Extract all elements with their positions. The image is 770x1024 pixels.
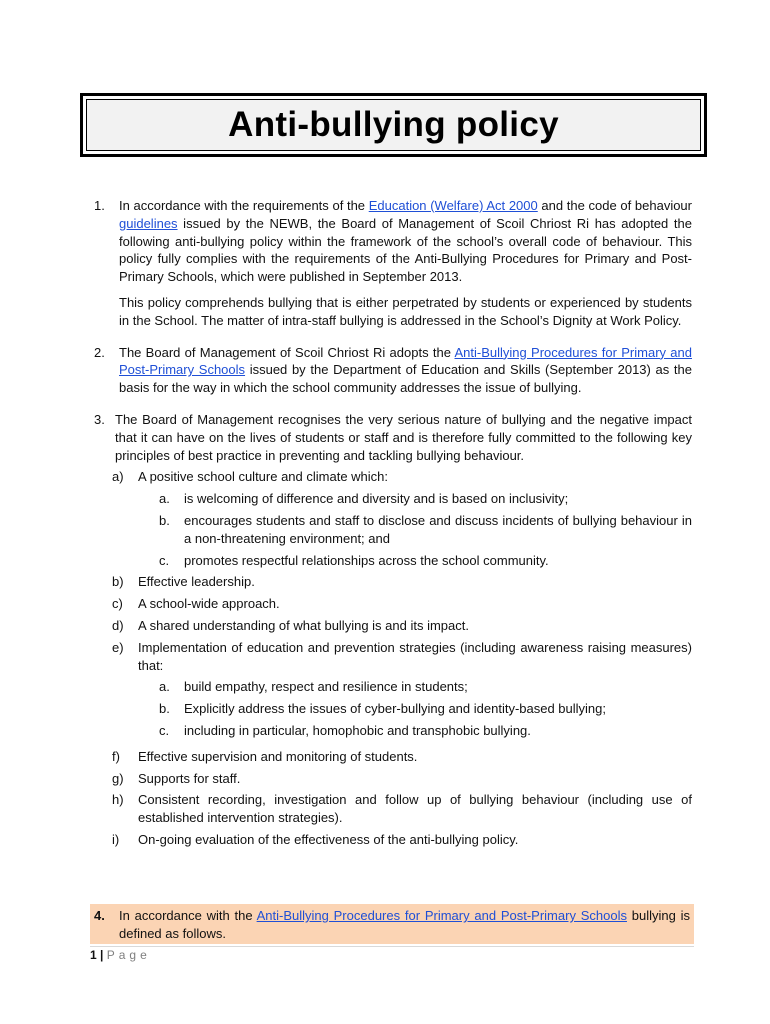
list-label: h) [112, 792, 124, 808]
guidelines-link[interactable]: guidelines [119, 215, 178, 231]
list-text: Explicitly address the issues of cyber-bullying and identity-based bullying; [184, 701, 606, 717]
education-welfare-act-link[interactable]: Education (Welfare) Act 2000 [368, 198, 538, 213]
list-label: c. [159, 552, 170, 568]
list-label: b) [112, 574, 124, 590]
page-footer [90, 946, 694, 962]
principle-h [94, 791, 692, 827]
list-text: including in particular, homophobic and transphobic bullying. [184, 722, 531, 738]
list-label: a. [159, 491, 170, 507]
item-number: 4. [94, 908, 105, 923]
document-body [94, 197, 692, 849]
paragraph [119, 907, 690, 943]
item-number: 2. [94, 344, 105, 360]
list-text: promotes respectful relationships across the school community. [184, 552, 549, 568]
list-text: A school-wide approach. [138, 596, 280, 612]
text-run: In accordance with the [119, 908, 257, 923]
principle-c [94, 595, 692, 613]
list-item [94, 722, 692, 740]
list-item [94, 490, 692, 508]
list-label: d) [112, 617, 124, 633]
list-label: e) [112, 639, 124, 655]
text-run: In accordance with the requirements of the [119, 198, 369, 213]
principle-g [94, 770, 692, 788]
anti-bullying-procedures-link[interactable]: Anti-Bullying Procedures for Primary and Post-Primary Schools [256, 908, 627, 923]
policy-item-2 [94, 344, 692, 397]
policy-item-4 [94, 907, 690, 943]
list-label: g) [112, 770, 124, 786]
list-text: is welcoming of difference and diversity and is based on inclusivity; [184, 491, 569, 507]
page-title: Anti-bullying policy [228, 105, 559, 144]
list-label: i) [112, 831, 120, 847]
highlighted-item-4 [90, 904, 694, 944]
paragraph [119, 197, 692, 286]
list-text: Effective leadership. [138, 574, 255, 590]
list-label: b. [159, 512, 170, 528]
list-item [94, 552, 692, 570]
policy-item-1 [94, 197, 692, 330]
page-label: Page [106, 948, 151, 962]
list-label: c. [159, 722, 170, 738]
list-text: Implementation of education and prevention strategies (including awareness raising measures) that: [138, 639, 692, 673]
footer-separator: | [100, 948, 104, 962]
item-number: 1. [94, 198, 105, 213]
text-run: issued by the NEWB, the Board of Management of Scoil Chriost Ri has adopted the following anti-bullying policy within the framework of the school’s overall code of behaviour. This policy fully complies with the requirements of the Anti-Bullying Procedures for Primary and Post-Primary Schools, which were published in September 2013. [119, 215, 692, 285]
text-run: issued by the Department of Education and Skills (September 2013) as the basis for the way in which the school community addresses the issue of bullying. [119, 362, 692, 396]
paragraph: This policy comprehends bullying that is either perpetrated by students or experienced by students in the School. The matter of intra-staff bullying is addressed in the School’s Dignity at Work Policy. [119, 294, 692, 328]
principle-a [94, 468, 692, 486]
list-label: a. [159, 679, 170, 695]
principle-e [94, 639, 692, 675]
text-run: bullying is defined as follows. [119, 908, 690, 941]
policy-item-3 [94, 411, 692, 849]
list-text: Consistent recording, investigation and follow up of bullying behaviour (including use of established intervention strategies). [138, 792, 692, 826]
page-number: 1 [90, 948, 97, 962]
list-label: c) [112, 596, 123, 612]
list-label: a) [112, 469, 124, 485]
list-item [94, 678, 692, 696]
anti-bullying-procedures-link[interactable]: Anti-Bullying Procedures for Primary and Post-Primary Schools [119, 344, 692, 378]
paragraph: The Board of Management recognises the very serious nature of bullying and the negative impact that it can have on the lives of students or staff and is therefore fully committed to the following key principles of best practice in preventing and tackling bullying behaviour. [115, 411, 692, 463]
list-text: Effective supervision and monitoring of students. [138, 748, 418, 764]
text-run: and the code of behaviour [537, 198, 692, 213]
list-text: A shared understanding of what bullying is and its impact. [138, 617, 469, 633]
list-text: Supports for staff. [138, 770, 241, 786]
list-text: build empathy, respect and resilience in students; [184, 679, 468, 695]
list-text: encourages students and staff to disclose and discuss incidents of bullying behaviour in a non-threatening environment; and [184, 512, 692, 546]
principle-i [94, 831, 692, 849]
principle-d [94, 617, 692, 635]
list-text: A positive school culture and climate which: [138, 469, 389, 485]
paragraph [119, 344, 692, 397]
list-item [94, 700, 692, 718]
principle-f [94, 748, 692, 766]
list-label: f) [112, 748, 120, 764]
title-box [80, 93, 707, 157]
list-text: On-going evaluation of the effectiveness of the anti-bullying policy. [138, 831, 519, 847]
item-number: 3. [94, 411, 105, 427]
principle-b [94, 573, 692, 591]
list-label: b. [159, 701, 170, 717]
text-run: The Board of Management of Scoil Chriost Ri adopts the [119, 344, 455, 360]
list-item [94, 512, 692, 548]
title-box-inner [86, 99, 701, 151]
